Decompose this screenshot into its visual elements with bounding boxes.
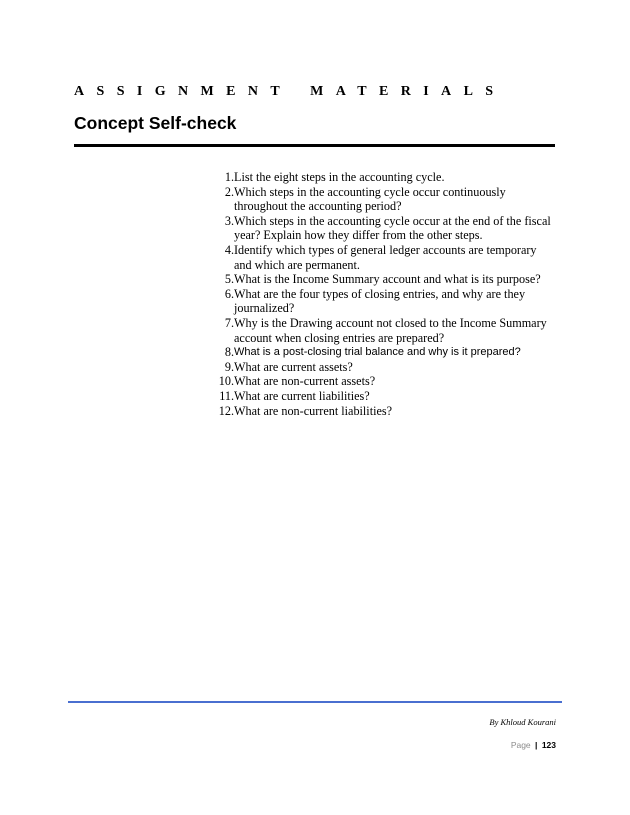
list-item: [215, 214, 555, 243]
list-item: [215, 316, 555, 345]
list-item: [215, 374, 555, 389]
list-item: [215, 389, 555, 404]
list-item: [215, 185, 555, 214]
item-text: What are current assets?: [234, 359, 353, 374]
item-text: Why is the Drawing account not closed to the Income Summary account when closing entries are prepared?: [234, 315, 547, 345]
list-item: [215, 170, 555, 185]
list-item: [215, 272, 555, 287]
item-number: 2.: [224, 184, 234, 199]
item-text: Identify which types of general ledger accounts are temporary and which are permanent.: [234, 242, 537, 272]
item-number: 3.: [224, 213, 234, 228]
list-item: [215, 243, 555, 272]
item-number: 4.: [224, 242, 234, 257]
item-text: What is the Income Summary account and what is its purpose?: [234, 272, 541, 287]
list-item: [215, 404, 555, 419]
title-divider: [74, 144, 555, 147]
item-number: 1.: [224, 170, 234, 184]
item-text: What are the four types of closing entries, and why are they journalized?: [234, 286, 526, 316]
item-text: What are current liabilities?: [234, 388, 370, 403]
list-item: [215, 287, 555, 316]
page-number-value: 123: [541, 740, 556, 750]
list-item: [215, 360, 555, 375]
section-heading-word-2: MATERIALS: [310, 84, 506, 99]
item-text: List the eight steps in the accounting cycle.: [234, 170, 445, 184]
item-text: What are non-current liabilities?: [234, 403, 393, 418]
page-title: Concept Self-check: [74, 113, 237, 133]
item-number: 10.: [218, 374, 234, 389]
item-text: Which steps in the accounting cycle occur at the end of the fiscal year? Explain how they differ from the other steps.: [234, 213, 551, 243]
page-label: Page: [510, 740, 531, 750]
item-number: 8.: [224, 345, 234, 360]
author-credit: By Khloud Kourani: [489, 717, 556, 727]
item-number: 5.: [224, 272, 234, 287]
item-number: 11.: [219, 388, 234, 403]
item-text: Which steps in the accounting cycle occur continuously throughout the accounting period?: [234, 184, 506, 214]
section-heading: [74, 84, 506, 100]
section-heading-word-1: ASSIGNMENT: [74, 84, 293, 99]
item-number: 12.: [218, 403, 234, 418]
item-number: 6.: [224, 286, 234, 301]
page-number: [511, 740, 556, 750]
item-number: 7.: [224, 315, 234, 330]
item-text: What are non-current assets?: [234, 374, 376, 389]
question-list: [215, 170, 555, 418]
item-number: 9.: [224, 359, 234, 374]
footer-divider: [68, 701, 562, 703]
page-separator: |: [535, 740, 538, 750]
list-item: [215, 345, 555, 360]
item-text: What is a post-closing trial balance and why is it prepared?: [234, 346, 521, 359]
